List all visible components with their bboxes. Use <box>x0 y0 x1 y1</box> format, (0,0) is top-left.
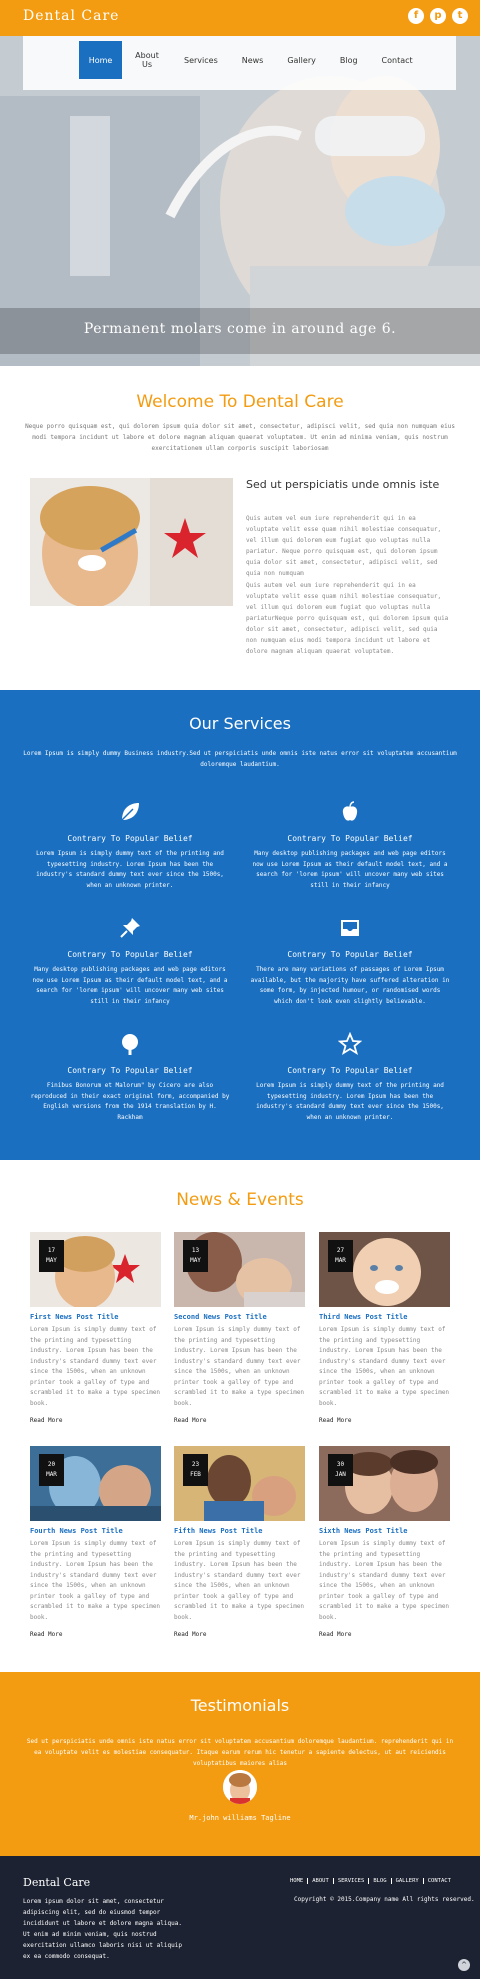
footer-link-gallery[interactable]: GALLERY <box>392 1878 424 1884</box>
service-item <box>30 800 230 891</box>
tree-icon <box>118 1032 142 1056</box>
testimonials-section <box>0 1672 480 1856</box>
service-text: Finibus Bonorum et Malorum" by Cicero are also reproduced in their exact original form, accompanied by English versions from the 1914 translation by H. Rackham <box>30 1082 230 1121</box>
news-card <box>319 1446 450 1638</box>
social-links <box>408 8 468 24</box>
nav-about-us[interactable]: About Us <box>135 51 159 69</box>
nav-services[interactable]: Services <box>184 55 218 65</box>
hero-caption: Permanent molars come in around age 6. <box>83 321 397 337</box>
date-day: 23 <box>191 1461 200 1468</box>
welcome-text: Neque porro quisquam est, qui dolorem ipsum quia dolor sit amet, consectetur, adipisci velit, sed quia non numquam eius modi tempora incidunt ut labore et dolore magnam aliquam quaerat voluptatem. Ut enim ad minima veniam, quis nostrum exercitationem ullam corporis suscipit laboriosam <box>25 423 455 452</box>
news-post-title[interactable]: Second News Post Title <box>174 1313 267 1321</box>
news-post-title[interactable]: Fifth News Post Title <box>174 1527 263 1535</box>
read-more-link[interactable]: Read More <box>30 1631 63 1638</box>
news-card <box>30 1446 161 1638</box>
footer-link-services[interactable]: SERVICES <box>334 1878 370 1884</box>
date-badge <box>39 1454 64 1486</box>
welcome-image <box>30 478 233 606</box>
date-month: JAN <box>335 1471 346 1478</box>
nav-home[interactable]: Home <box>79 41 122 79</box>
date-badge <box>328 1240 353 1272</box>
service-item <box>250 1032 450 1123</box>
news-post-text: Lorem Ipsum is simply dummy text of the printing and typesetting industry. Lorem Ipsum has been the industry's standard dummy text ever since the 1500s, when an unknown printer took a galley of type and scrambled it to make a type specimen book. <box>319 1326 450 1407</box>
service-title: Contrary To Popular Belief <box>287 950 413 959</box>
welcome-paragraph-2: Quis autem vel eum iure reprehenderit qui in ea voluptate velit esse quam nihil molestiae consequatur, vel illum qui dolorem eum fugiat quo voluptas nulla pariaturNeque porro quisquam est, qui dolorem ipsum quia dolor sit amet, consectetur, adipisci velit, sed quia non numquam eius modi tempora incidunt ut labore et dolore magnam aliquam quaerat voluptatem. <box>246 582 449 655</box>
services-title: Our Services <box>189 714 291 733</box>
news-card <box>174 1446 305 1638</box>
date-day: 20 <box>47 1461 56 1468</box>
news-title: News & Events <box>176 1190 304 1210</box>
footer-link-home[interactable]: HOME <box>290 1878 308 1884</box>
date-day: 27 <box>336 1247 345 1254</box>
news-post-text: Lorem Ipsum is simply dummy text of the printing and typesetting industry. Lorem Ipsum has been the industry's standard dummy text ever since the 1500s, when an unknown printer took a galley of type and scrambled it to make a type specimen book. <box>174 1326 305 1407</box>
welcome-paragraph-1: Quis autem vel eum iure reprehenderit qui in ea voluptate velit esse quam nihil molestiae consequatur, vel illum qui dolorem eum fugiat quo voluptas nulla pariatur. Neque porro quisquam est, qui dolorem ipsum quia dolor sit amet, consectetur, adipisci velit, sed quia non numquam <box>246 515 442 577</box>
footer-link-about[interactable]: ABOUT <box>308 1878 334 1884</box>
service-item <box>30 1032 230 1123</box>
service-text: Lorem Ipsum is simply dummy text of the printing and typesetting industry. Lorem Ipsum has been the industry's standard dummy text ever since the 1500s, when an unknown printer. <box>36 850 224 889</box>
main-nav <box>23 36 456 90</box>
copyright: Copyright © 2015.Company name All rights reserved. <box>294 1896 475 1903</box>
leaf-icon <box>118 800 142 824</box>
read-more-link[interactable]: Read More <box>319 1631 352 1638</box>
apple-icon <box>338 800 362 824</box>
nav-gallery[interactable]: Gallery <box>287 55 316 65</box>
avatar <box>223 1770 257 1804</box>
footer-text: Lorem ipsum dolor sit amet, consectetur adipiscing elit, sed do eiusmod tempor incididunt ut labore et dolore magna aliqua. Ut enim ad minim veniam, quis nostrud exercitation ullamco laboris nisi ut aliquip ex ea commodo consequat. <box>23 1898 182 1960</box>
date-day: 17 <box>47 1247 56 1254</box>
service-text: Many desktop publishing packages and web page editors now use Lorem Ipsum as their default model text, and a search for 'lorem ipsum' will uncover many web sites still in their infancy <box>252 850 448 889</box>
date-badge <box>39 1240 64 1272</box>
news-card <box>174 1232 305 1424</box>
read-more-link[interactable]: Read More <box>319 1417 352 1424</box>
date-badge <box>183 1240 208 1272</box>
news-post-text: Lorem Ipsum is simply dummy text of the printing and typesetting industry. Lorem Ipsum has been the industry's standard dummy text ever since the 1500s, when an unknown printer took a galley of type and scrambled it to make a type specimen book. <box>30 1540 161 1621</box>
nav-blog[interactable]: Blog <box>339 55 358 65</box>
service-text: Lorem Ipsum is simply dummy text of the printing and typesetting industry. Lorem Ipsum has been the industry's standard dummy text ever since the 1500s, when an unknown printer. <box>256 1082 444 1121</box>
service-title: Contrary To Popular Belief <box>67 1066 193 1075</box>
hero-caption-band <box>0 308 480 354</box>
footer-nav <box>290 1878 455 1884</box>
news-image[interactable] <box>30 1446 161 1521</box>
twitter-icon[interactable]: t <box>452 8 468 24</box>
news-post-text: Lorem Ipsum is simply dummy text of the printing and typesetting industry. Lorem Ipsum has been the industry's standard dummy text ever since the 1500s, when an unknown printer took a galley of type and scrambled it to make a type specimen book. <box>174 1540 305 1621</box>
testimonials-title: Testimonials <box>190 1696 290 1715</box>
service-title: Contrary To Popular Belief <box>67 950 193 959</box>
news-image[interactable] <box>174 1446 305 1521</box>
footer-brand[interactable]: Dental Care <box>23 1876 91 1889</box>
nav-contact[interactable]: Contact <box>381 55 413 65</box>
news-post-text: Lorem Ipsum is simply dummy text of the printing and typesetting industry. Lorem Ipsum has been the industry's standard dummy text ever since the 1500s, when an unknown printer took a galley of type and scrambled it to make a type specimen book. <box>30 1326 161 1407</box>
news-card <box>319 1232 450 1424</box>
service-text: There are many variations of passages of Lorem Ipsum available, but the majority have suffered alteration in some form, by injected humour, or randomised words which don't look even slightly believable. <box>250 966 450 1005</box>
scroll-to-top-icon[interactable]: ^ <box>458 1959 470 1971</box>
news-image[interactable] <box>174 1232 305 1307</box>
news-post-title[interactable]: Third News Post Title <box>319 1313 408 1321</box>
testimonial-author: Mr.john williams Tagline <box>189 1814 291 1822</box>
services-section <box>0 690 480 1160</box>
news-post-title[interactable]: Sixth News Post Title <box>319 1527 408 1535</box>
read-more-link[interactable]: Read More <box>174 1631 207 1638</box>
news-image[interactable] <box>30 1232 161 1307</box>
date-month: FEB <box>190 1471 201 1478</box>
news-post-title[interactable]: Fourth News Post Title <box>30 1527 123 1535</box>
welcome-subtitle: Sed ut perspiciatis unde omnis iste <box>246 478 440 491</box>
testimonial-text: Sed ut perspiciatis unde omnis iste natus error sit voluptatem accusantium doloremque laudantium. reprehenderit qui in ea voluptate velit es molestiae consequatur. Itaque earum rerum hic tenetur a sapiente delectus, ut aut reiciendis voluptatibus maiores alias <box>26 1738 454 1767</box>
star-icon <box>338 1032 362 1056</box>
read-more-link[interactable]: Read More <box>174 1417 207 1424</box>
news-post-title[interactable]: First News Post Title <box>30 1313 119 1321</box>
pinterest-icon[interactable]: p <box>430 8 446 24</box>
services-subtitle: Lorem Ipsum is simply dummy Business industry.Sed ut perspiciatis unde omnis iste natus error sit voluptatem accusantium doloremque laudantium. <box>23 750 457 768</box>
date-day: 13 <box>191 1247 200 1254</box>
read-more-link[interactable]: Read More <box>30 1417 63 1424</box>
service-item <box>30 916 230 1007</box>
date-month: MAY <box>190 1257 201 1264</box>
footer <box>0 1856 480 1979</box>
service-title: Contrary To Popular Belief <box>287 1066 413 1075</box>
pushpin-icon <box>118 916 142 940</box>
date-day: 30 <box>336 1461 345 1468</box>
inbox-icon <box>338 916 362 940</box>
service-title: Contrary To Popular Belief <box>67 834 193 843</box>
news-card <box>30 1232 161 1424</box>
date-badge <box>183 1454 208 1486</box>
service-title: Contrary To Popular Belief <box>287 834 413 843</box>
date-month: MAR <box>335 1257 346 1264</box>
news-image[interactable] <box>319 1232 450 1307</box>
nav-news[interactable]: News <box>241 55 264 65</box>
date-badge <box>328 1454 353 1486</box>
news-image[interactable] <box>319 1446 450 1521</box>
welcome-title: Welcome To Dental Care <box>136 392 344 412</box>
footer-link-blog[interactable]: BLOG <box>369 1878 391 1884</box>
service-text: Many desktop publishing packages and web page editors now use Lorem Ipsum as their default model text, and a search for 'lorem ipsum' will uncover many web sites still in their infancy <box>32 966 228 1005</box>
service-item <box>250 800 450 891</box>
service-item <box>250 916 450 1007</box>
news-post-text: Lorem Ipsum is simply dummy text of the printing and typesetting industry. Lorem Ipsum has been the industry's standard dummy text ever since the 1500s, when an unknown printer took a galley of type and scrambled it to make a type specimen book. <box>319 1540 450 1621</box>
site-logo[interactable]: Dental Care <box>23 8 120 24</box>
date-month: MAY <box>46 1257 57 1264</box>
facebook-icon[interactable]: f <box>408 8 424 24</box>
footer-link-contact[interactable]: CONTACT <box>427 1878 451 1884</box>
date-month: MAR <box>46 1471 57 1478</box>
top-bar <box>0 0 480 36</box>
hero-banner <box>0 36 480 366</box>
